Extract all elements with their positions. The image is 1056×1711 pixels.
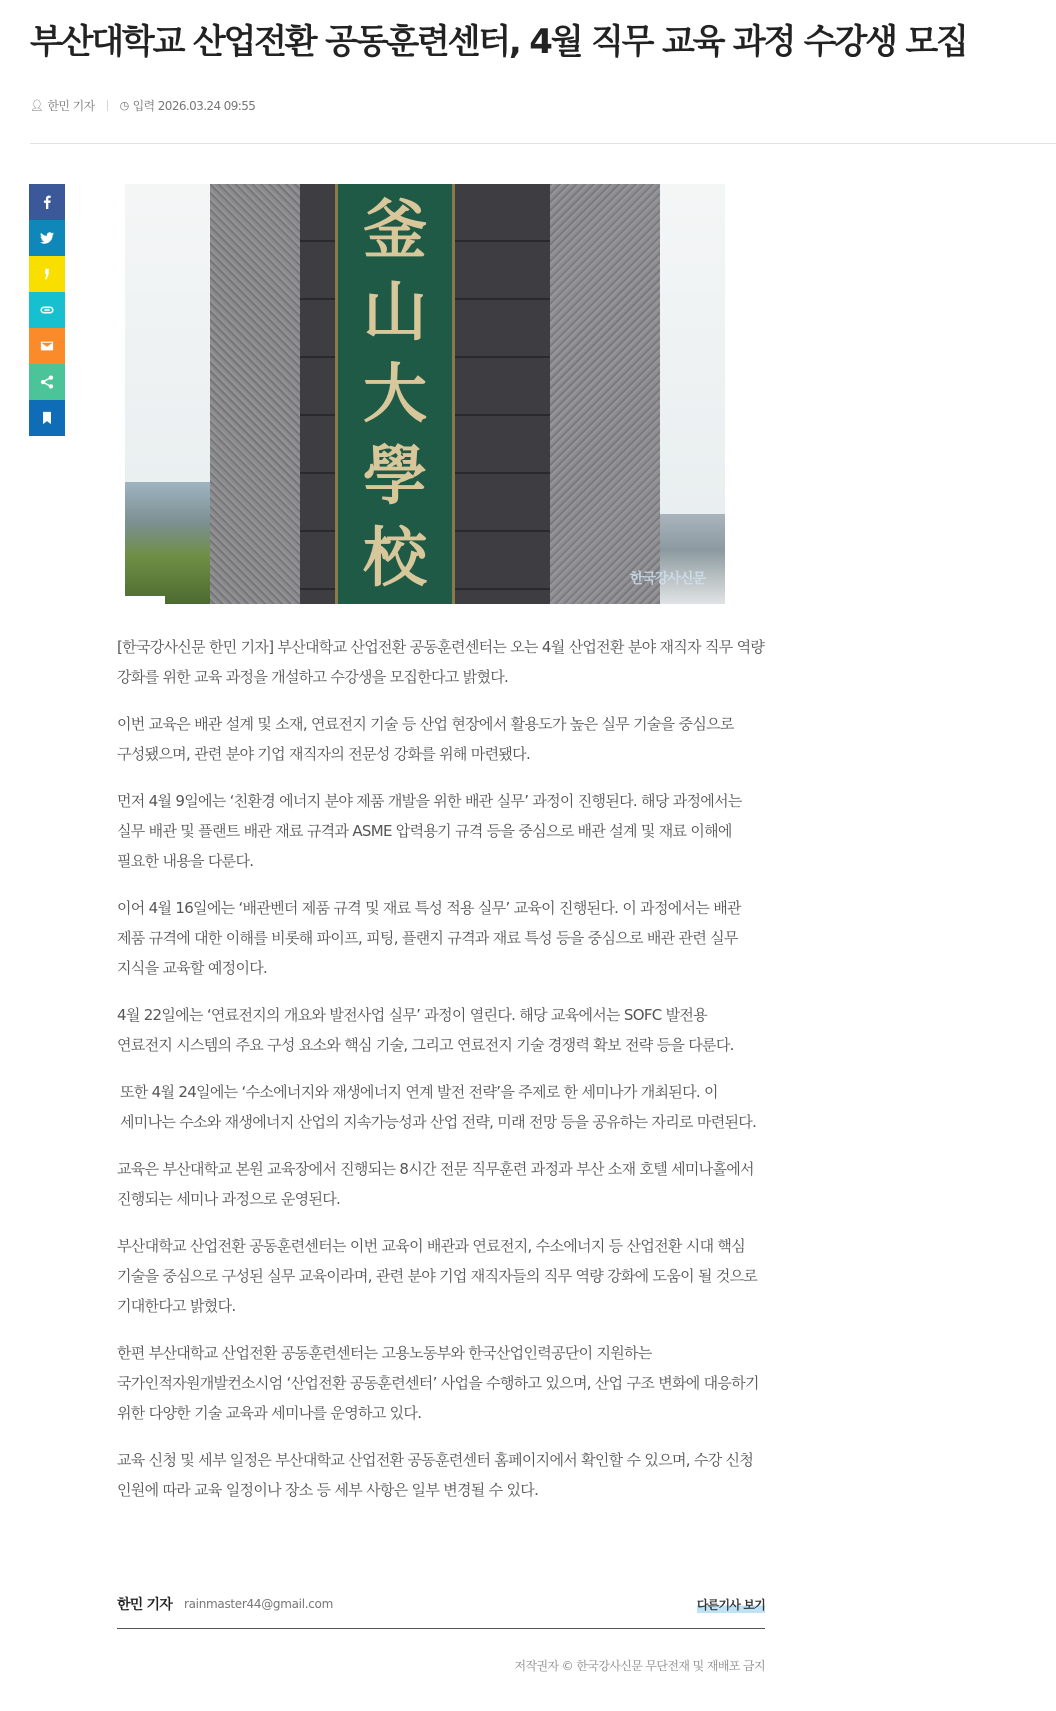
meta-divider [107,100,108,111]
article-paragraph: 이번 교육은 배관 설계 및 소재, 연료전지 기술 등 산업 현장에서 활용도가 높은 실무 기술을 중심으로 구성됐으며, 관련 분야 기업 재직자의 전문성 강화를 위해 마련됐다. [117,715,734,763]
bookmark-icon [40,411,54,425]
share-facebook-button[interactable] [29,184,65,220]
twitter-icon [40,231,54,245]
byline [117,1594,765,1614]
header-divider [30,143,1056,144]
article-paragraph: 4월 22일에는 ‘연료전지의 개요와 발전사업 실무’ 과정이 열린다. 해당 교육에서는 SOFC 발전용 연료전지 시스템의 주요 구성 요소와 핵심 기술, 그리고 연료전지 기술 경쟁력 확보 전략 등을 다룬다. [117,1006,734,1054]
kakaostory-icon [40,267,54,281]
copy-link-button[interactable] [29,292,65,328]
published-label: 입력 [132,99,155,113]
share-icon [40,375,54,389]
article-paragraph: 부산대학교 산업전환 공동훈련센터는 이번 교육이 배관과 연료전지, 수소에너지 등 산업전환 시대 핵심 기술을 중심으로 구성된 실무 교육이라며, 관련 분야 기업 재직자들의 직무 역량 강화에 도움이 될 것으로 기대한다고 밝혔다. [117,1237,758,1315]
facebook-icon [40,195,54,209]
mail-icon [40,339,54,353]
bookmark-button[interactable] [29,400,65,436]
article-paragraph: 또한 4월 24일에는 ‘수소에너지와 재생에너지 연계 발전 전략’을 주제로 한 세미나가 개최된다. 이 세미나는 수소와 재생에너지 산업의 지속가능성과 산업 전략, 미래 전망 등을 공유하는 자리로 마련된다. [120,1083,757,1131]
photo-watermark: 한국강사신문 [629,571,705,587]
reporter-email[interactable]: rainmaster44@gmail.com [183,1597,333,1611]
share-twitter-button[interactable] [29,220,65,256]
copyright-notice: 저작권자 © 한국강사신문 무단전재 및 재배포 금지 [514,1659,765,1673]
article-paragraph: [한국강사신문 한민 기자] 부산대학교 산업전환 공동훈련센터는 오는 4월 산업전환 분야 재직자 직무 역량 강화를 위한 교육 과정을 개설하고 수강생을 모집한다고 밝혔다. [117,638,765,686]
clock-icon: ◷ [119,99,129,112]
share-more-button[interactable] [29,364,65,400]
author-name: 한민 기자 [47,99,95,113]
article-paragraph: 교육은 부산대학교 본원 교육장에서 진행되는 8시간 전문 직무훈련 과정과 부산 소재 호텔 세미나홀에서 진행되는 세미나 과정으로 운영된다. [117,1160,754,1208]
article-photo [125,184,725,604]
article-body [117,632,765,1522]
published-datetime: 2026.03.24 09:55 [157,98,256,113]
share-kakaostory-button[interactable] [29,256,65,292]
more-articles-link[interactable]: 다른기사 보기 [696,1597,765,1612]
article-paragraph: 교육 신청 및 세부 일정은 부산대학교 산업전환 공동훈련센터 홈페이지에서 확인할 수 있으며, 수강 신청 인원에 따라 교육 일정이나 장소 등 세부 사항은 일부 변경될 수 있다. [117,1451,754,1499]
article-paragraph: 이어 4월 16일에는 ‘배관벤더 제품 규격 및 재료 특성 적용 실무’ 교육이 진행된다. 이 과정에서는 배관 제품 규격에 대한 이해를 비롯해 파이프, 피팅, 플랜지 규격과 재료 특성 등을 중심으로 배관 관련 실무 지식을 교육할 예정이다. [117,899,741,977]
reporter-name: 한민 기자 [117,1597,172,1613]
person-icon: 👤︎ [30,99,44,112]
article-meta [30,97,255,114]
link-icon [40,303,54,317]
share-email-button[interactable] [29,328,65,364]
article-headline: 부산대학교 산업전환 공동훈련센터, 4월 직무 교육 과정 수강생 모집 [30,22,967,62]
article-paragraph: 먼저 4월 9일에는 ‘친환경 에너지 분야 제품 개발을 위한 배관 실무’ 과정이 진행된다. 해당 과정에서는 실무 배관 및 플랜트 배관 재료 규격과 ASME 압력용기 규격 등을 중심으로 배관 설계 및 재료 이해에 필요한 내용을 다룬다. [117,792,742,870]
footer-divider [117,1628,765,1629]
share-bar [29,184,65,436]
article-paragraph: 한편 부산대학교 산업전환 공동훈련센터는 고용노동부와 한국산업인력공단이 지원하는 국가인적자원개발컨소시엄 ‘산업전환 공동훈련센터’ 사업을 수행하고 있으며, 산업 구조 변화에 대응하기 위한 다양한 기술 교육과 세미나를 운영하고 있다. [117,1344,759,1422]
university-signboard: 釜 山 大 學 校 [335,184,455,604]
